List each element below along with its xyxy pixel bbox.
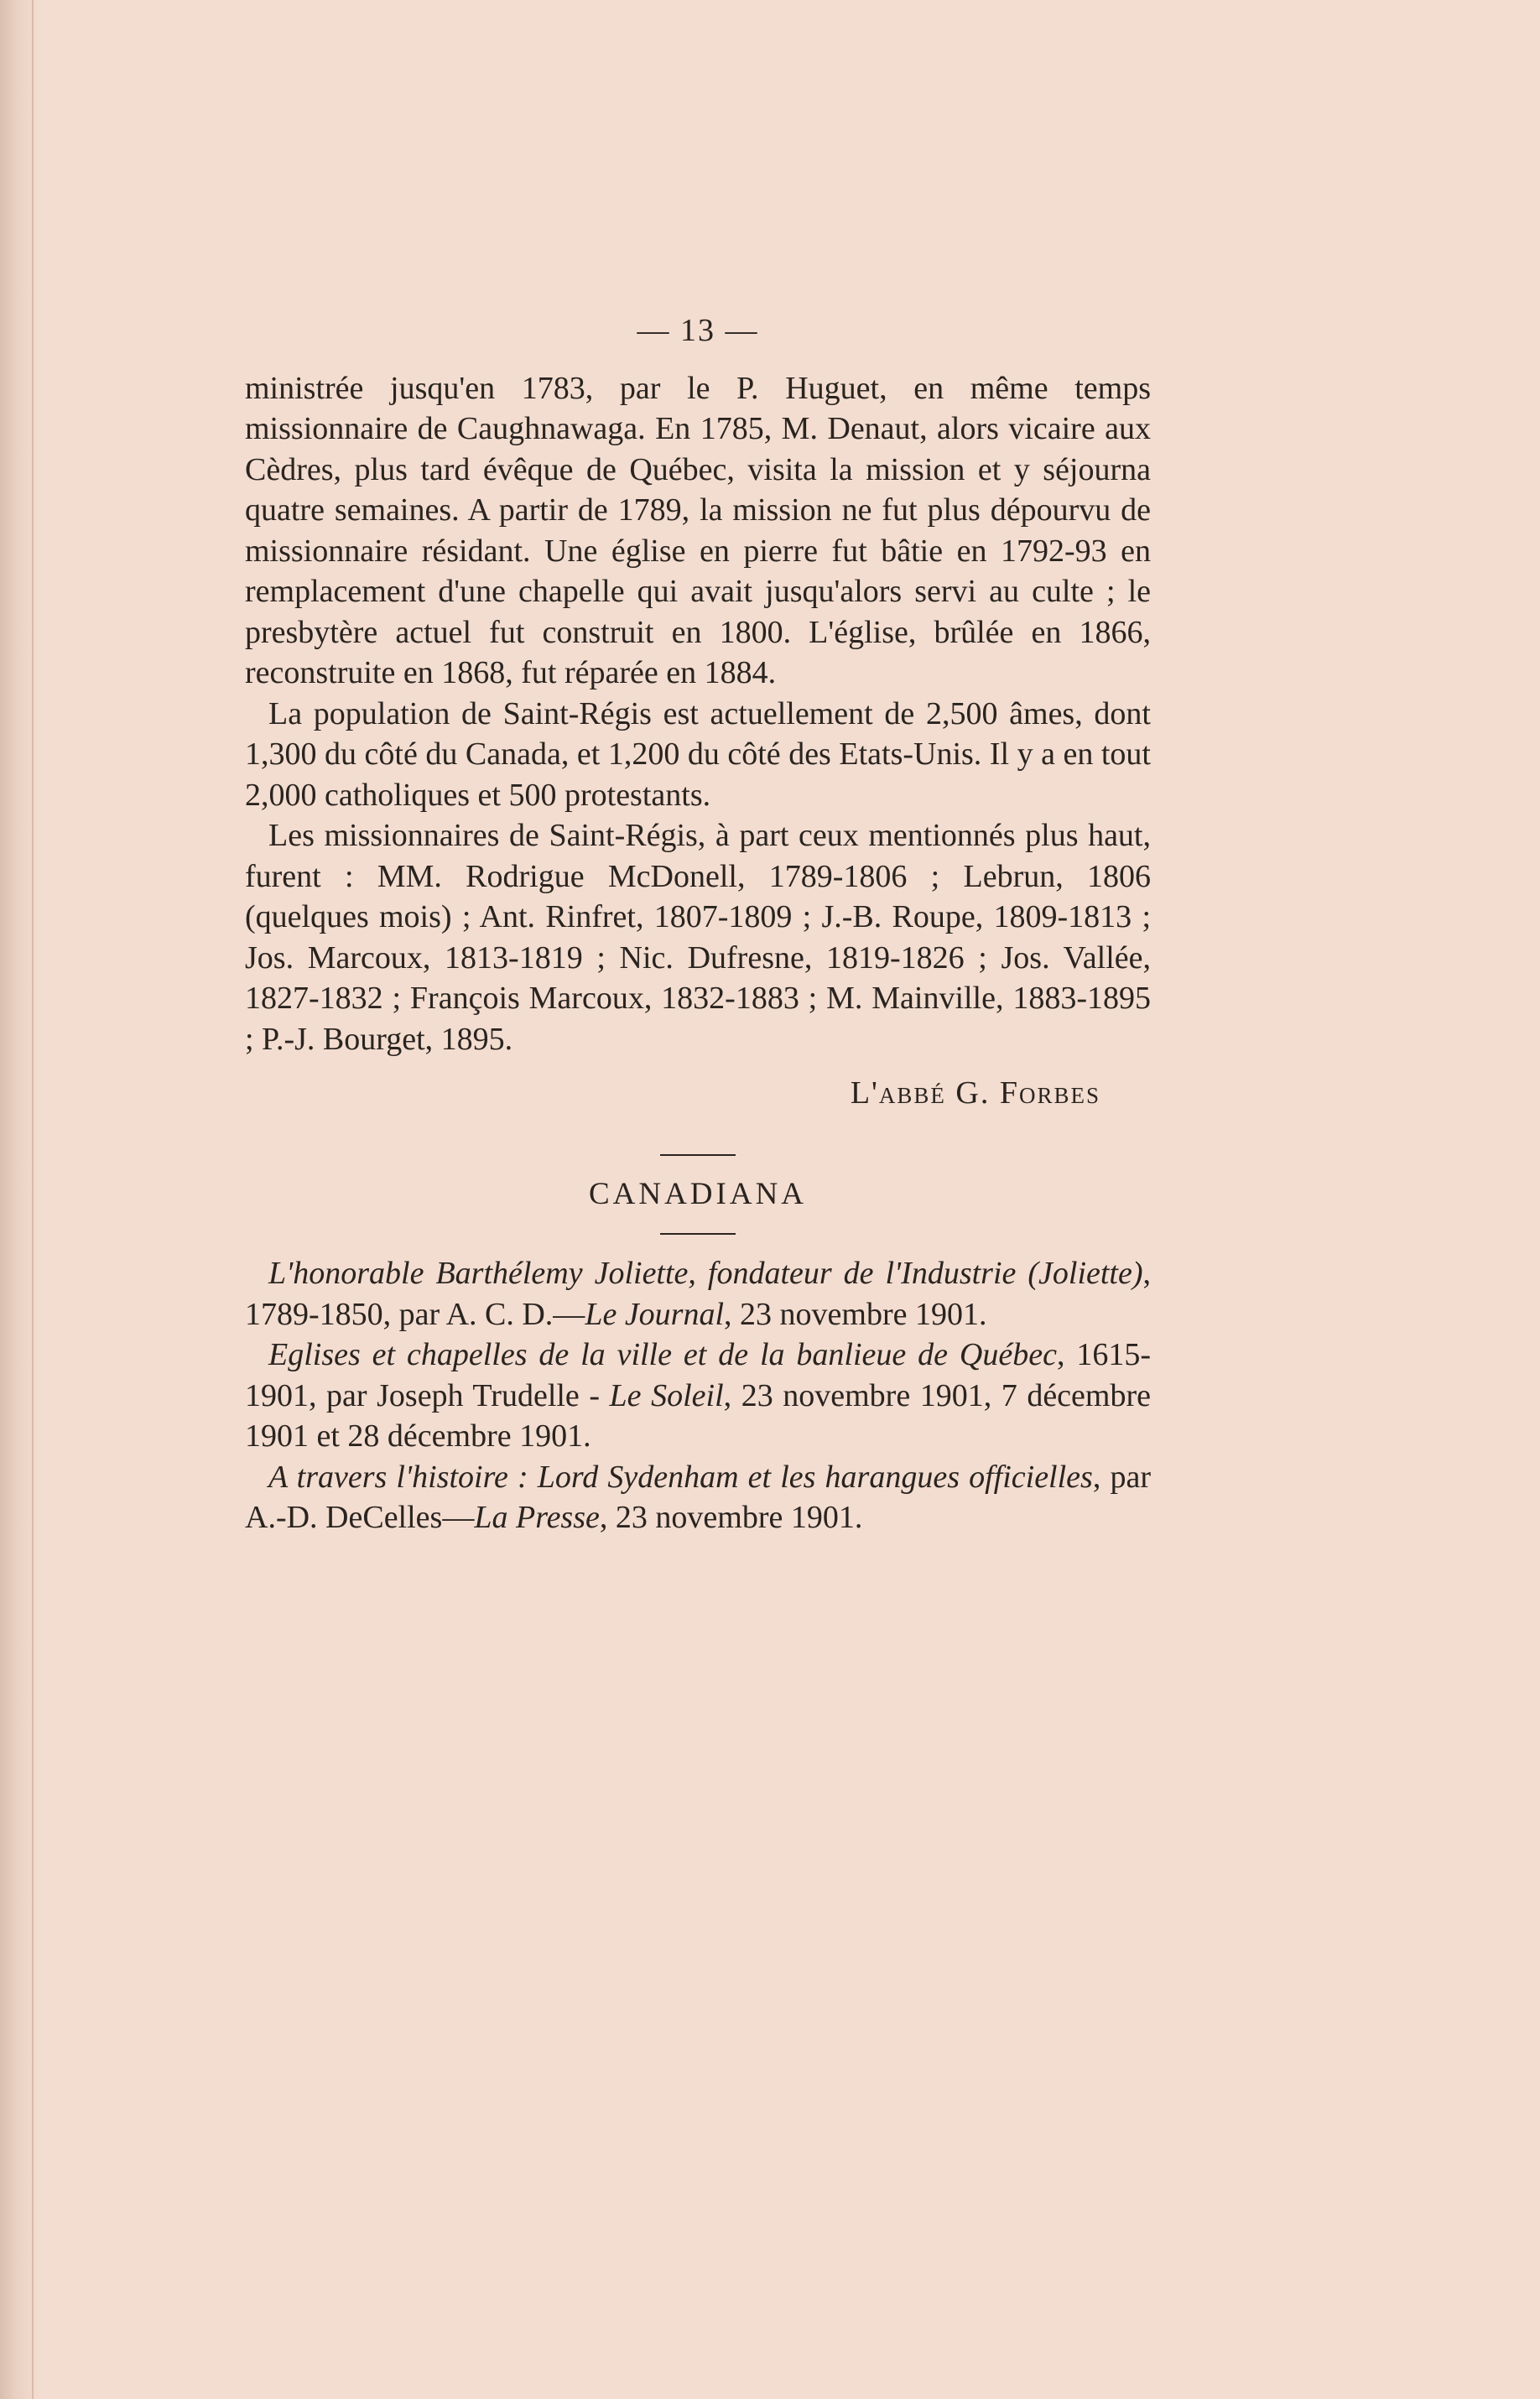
entry-details: , 1615-1901, par Joseph Trudelle - (245, 1337, 1151, 1413)
page-number: — 13 — (637, 313, 759, 348)
entry-dates: , 23 novembre 1901, 7 décembre 1901 et 28 décembre 1901. (245, 1377, 1151, 1454)
author-signature: L'abbé G. Forbes (850, 1075, 1100, 1111)
bibliography-entry (245, 1253, 1151, 1335)
section-divider (660, 1233, 736, 1235)
section-divider (660, 1154, 736, 1156)
entry-title: A travers l'histoire : Lord Sydenham et les harangues officielles (268, 1459, 1093, 1495)
entry-source: Le Soleil (609, 1377, 724, 1413)
bibliography-entry (245, 1457, 1151, 1538)
entry-dates: , 23 novembre 1901. (724, 1296, 987, 1332)
body-paragraph: La population de Saint-Régis est actuellement de 2,500 âmes, dont 1,300 du côté du Canada, et 1,200 du côté des Etats-Unis. Il y a en tout 2,000 catholiques et 500 protestants. (245, 695, 1151, 813)
entry-details: , 1789-1850, par A. C. D.— (245, 1256, 1151, 1332)
entry-dates: , 23 novembre 1901. (599, 1500, 863, 1535)
page-binding-edge (0, 0, 39, 2399)
entry-details: , par A.-D. DeCelles— (245, 1459, 1151, 1535)
bibliography-list (245, 1253, 1151, 1538)
entry-place: (Joliette) (1028, 1256, 1143, 1291)
entry-source: La Presse (474, 1500, 600, 1535)
body-paragraph: ministrée jusqu'en 1783, par le P. Huguet, en même temps missionnaire de Caughnawaga. En 1785, M. Denaut, alors vicaire aux Cèdres, plus tard évêque de Québec, visita la mission et y séjourna quatre semaines. A partir de 1789, la mission ne fut plus dépourvu de missionnaire résidant. Une église en pierre fut bâtie en 1792-93 en remplacement d'une chapelle qui avait jusqu'alors servi au culte ; le presbytère actuel fut construit en 1800. L'église, brûlée en 1866, reconstruite en 1868, fut réparée en 1884. (245, 370, 1151, 690)
entry-title: L'honorable Barthélemy Joliette, fondateur de l'Industrie (268, 1256, 1017, 1291)
document-text-block (245, 310, 1151, 1538)
bibliography-entry (245, 1335, 1151, 1457)
section-heading: CANADIANA (588, 1176, 808, 1211)
entry-source: Le Journal (585, 1296, 725, 1332)
body-paragraph: Les missionnaires de Saint-Régis, à part ceux mentionnés plus haut, furent : MM. Rodrigue McDonell, 1789-1806 ; Lebrun, 1806 (quelques mois) ; Ant. Rinfret, 1807-1809 ; J.-B. Roupe, 1809-1813 ; Jos. Marcoux, 1813-1819 ; Nic. Dufresne, 1819-1826 ; Jos. Vallée, 1827-1832 ; François Marcoux, 1832-1883 ; M. Mainville, 1883-1895 ; P.-J. Bourget, 1895. (245, 818, 1151, 1057)
entry-title: Eglises et chapelles de la ville et de la banlieue de Québec (268, 1337, 1057, 1372)
